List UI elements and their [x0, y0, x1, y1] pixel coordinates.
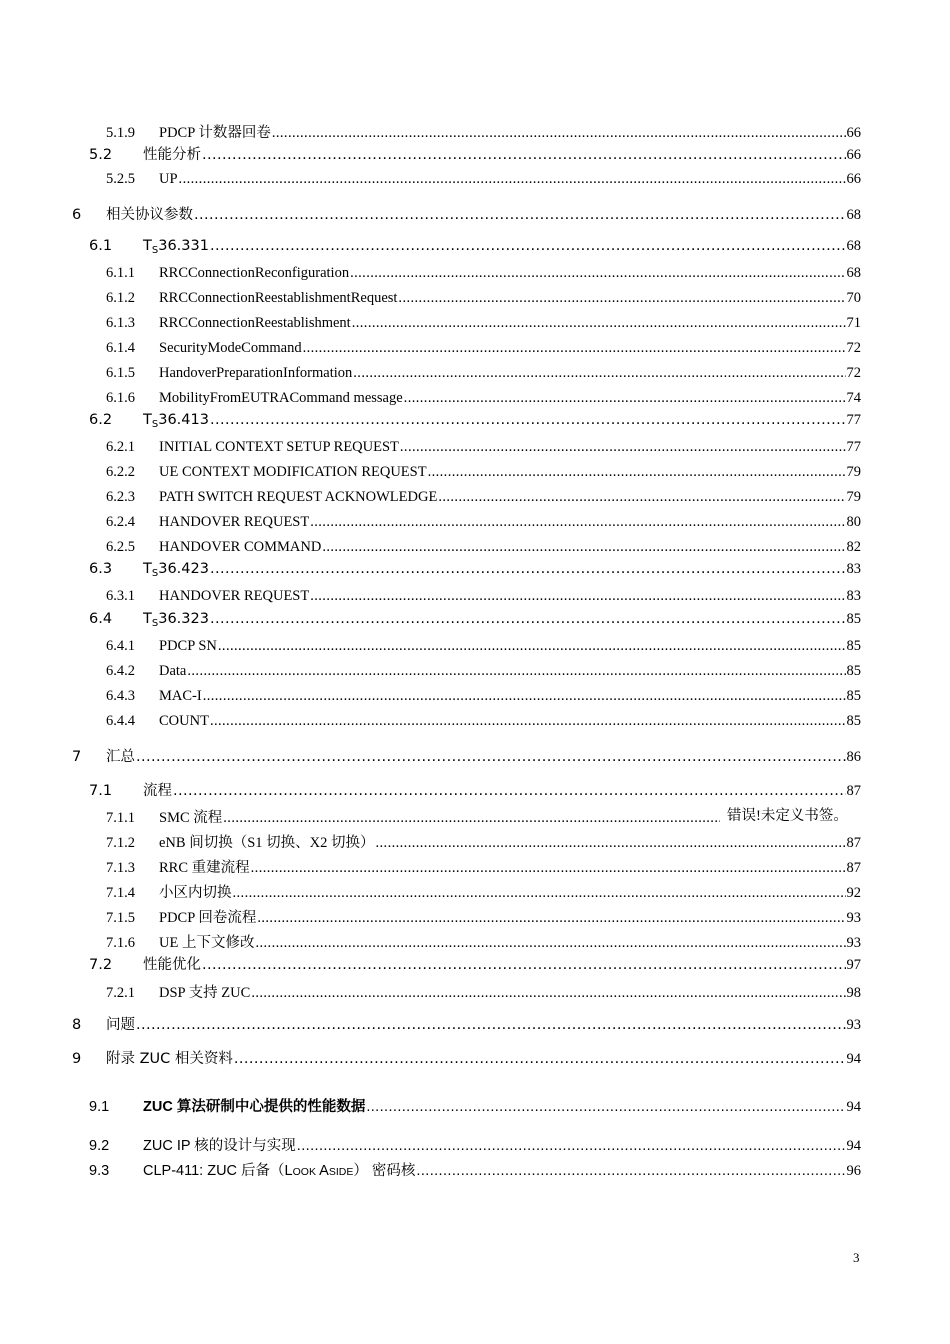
toc-entry — [106, 663, 861, 680]
toc-title: UP — [159, 171, 178, 187]
dot-leader — [210, 412, 846, 428]
toc-title-part: A — [315, 1163, 329, 1179]
toc-number: 5.2 — [89, 147, 113, 163]
toc-entry — [89, 1095, 861, 1116]
dot-leader — [353, 365, 845, 382]
toc-entry — [106, 439, 861, 456]
toc-title: PATH SWITCH REQUEST ACKNOWLEDGE — [159, 489, 438, 505]
toc-title: HANDOVER COMMAND — [159, 539, 322, 555]
toc-number: 6.2 — [89, 412, 113, 428]
toc-page: 98 — [846, 985, 861, 1001]
dot-leader — [376, 835, 846, 852]
toc-number: 6.1.5 — [106, 365, 135, 381]
toc-number: 6.2.1 — [106, 439, 135, 455]
toc-title-main: 36.331 — [158, 238, 209, 254]
toc-page: 83 — [846, 561, 861, 577]
toc-number: 6.4 — [89, 611, 113, 627]
toc-title: PDCP SN — [159, 638, 217, 654]
toc-entry — [106, 265, 861, 282]
toc-page: 87 — [846, 860, 861, 876]
toc-number: 6.2.2 — [106, 464, 135, 480]
dot-leader — [251, 860, 846, 877]
dot-leader — [352, 315, 846, 332]
toc-number: 6.3 — [89, 561, 113, 577]
toc-number: 7.1.5 — [106, 910, 135, 926]
toc-page: 66 — [846, 125, 861, 141]
toc-number: 6.1.4 — [106, 340, 135, 356]
toc-title-part: ） 密码核 — [353, 1163, 416, 1179]
dot-leader — [310, 514, 845, 531]
toc-entry — [106, 856, 861, 877]
toc-title: UE CONTEXT MODIFICATION REQUEST — [159, 464, 427, 480]
toc-number: 6.2.4 — [106, 514, 135, 530]
toc-title-main: 36.323 — [158, 611, 209, 627]
toc-page: 93 — [846, 910, 861, 926]
toc-number: 5.1.9 — [106, 125, 135, 141]
toc-title: HANDOVER REQUEST — [159, 588, 310, 604]
toc-title: DSP 支持 ZUC — [159, 985, 251, 1001]
toc-title: 问题 — [106, 1017, 135, 1033]
toc-title: 流程 — [143, 783, 172, 799]
toc-title — [143, 561, 209, 577]
toc-title-sub: S — [151, 568, 159, 579]
toc-number: 6.3.1 — [106, 588, 135, 604]
toc-entry — [106, 931, 861, 952]
toc-title-part: CLP-411: ZUC 后备（L — [143, 1163, 293, 1179]
toc-number: 9 — [72, 1051, 82, 1067]
toc-page: 93 — [846, 935, 861, 951]
toc-page: 85 — [846, 638, 861, 654]
toc-page: 85 — [846, 611, 861, 627]
toc-number: 7.1.1 — [106, 810, 135, 826]
toc-page: 68 — [846, 265, 861, 281]
dot-leader — [257, 910, 845, 927]
dot-leader — [255, 935, 845, 952]
dot-leader — [136, 1017, 846, 1033]
toc-title: 小区内切换 — [159, 885, 232, 901]
toc-page: 79 — [846, 489, 861, 505]
toc-title: MAC-I — [159, 688, 202, 704]
toc-title-sub: S — [151, 419, 159, 430]
toc-title: 汇总 — [106, 749, 135, 765]
dot-leader — [400, 439, 846, 456]
dot-leader — [173, 783, 846, 799]
toc-page: 82 — [846, 539, 861, 555]
toc-page: 72 — [846, 340, 861, 356]
toc-title: PDCP 计数器回卷 — [159, 125, 271, 141]
toc-entry — [106, 713, 861, 730]
toc-number: 6.4.4 — [106, 713, 135, 729]
toc-page: 74 — [846, 390, 861, 406]
toc-title — [143, 611, 209, 627]
toc-title: SMC 流程 — [159, 810, 223, 826]
dot-leader — [203, 688, 846, 705]
toc-title: RRCConnectionReestablishmentRequest — [159, 290, 398, 306]
toc-page: 68 — [846, 207, 861, 223]
toc-title — [143, 1159, 415, 1180]
toc-page: 72 — [846, 365, 861, 381]
toc-title — [143, 238, 209, 254]
toc-entry — [106, 365, 861, 382]
toc-title-smallcaps: SIDE — [328, 1166, 354, 1178]
dot-leader — [223, 810, 720, 827]
toc-title-smallcaps: OOK — [292, 1166, 316, 1178]
toc-number: 6.4.2 — [106, 663, 135, 679]
toc-page: 92 — [846, 885, 861, 901]
toc-page: 86 — [846, 749, 861, 765]
toc-page: 79 — [846, 464, 861, 480]
toc-page: 96 — [846, 1163, 861, 1179]
dot-leader — [416, 1163, 845, 1179]
toc-title-prefix: T — [143, 412, 152, 428]
toc-page: 94 — [846, 1051, 861, 1067]
toc-number: 5.2.5 — [106, 171, 135, 187]
toc-title: MobilityFromEUTRACommand message — [159, 390, 403, 406]
toc-entry — [89, 143, 861, 164]
toc-number: 6.2.3 — [106, 489, 135, 505]
toc-entry — [106, 315, 861, 332]
toc-number: 7.1.2 — [106, 835, 135, 851]
toc-entry — [106, 290, 861, 307]
toc-title: INITIAL CONTEXT SETUP REQUEST — [159, 439, 399, 455]
dot-leader — [202, 147, 846, 163]
toc-title — [143, 412, 209, 428]
toc-entry — [106, 881, 861, 902]
dot-leader — [272, 125, 846, 142]
toc-entry — [72, 203, 861, 224]
dot-leader — [210, 238, 846, 254]
dot-leader — [187, 663, 845, 680]
dot-leader — [404, 390, 846, 407]
toc-number: 6.2.5 — [106, 539, 135, 555]
toc-entry — [89, 238, 861, 255]
toc-number: 7.1.4 — [106, 885, 135, 901]
toc-entry — [106, 981, 861, 1002]
dot-leader — [202, 957, 846, 973]
toc-entry — [89, 561, 861, 578]
toc-entry — [89, 1159, 861, 1180]
toc-entry — [89, 412, 861, 429]
toc-title-sub: S — [151, 245, 159, 256]
toc-entry — [72, 1013, 861, 1034]
toc-number: 7.1.3 — [106, 860, 135, 876]
dot-leader — [251, 985, 845, 1002]
toc-entry — [106, 806, 721, 827]
toc-number: 7.2 — [89, 957, 113, 973]
toc-title-prefix: T — [143, 561, 152, 577]
dot-leader — [297, 1138, 846, 1154]
toc-entry — [106, 171, 861, 188]
toc-page: 93 — [846, 1017, 861, 1033]
toc-entry — [72, 745, 861, 766]
toc-page: 83 — [846, 588, 861, 604]
toc-entry — [106, 489, 861, 506]
toc-title: HANDOVER REQUEST — [159, 514, 310, 530]
toc-title: RRCConnectionReconfiguration — [159, 265, 350, 281]
dot-leader — [218, 638, 846, 655]
toc-title: HandoverPreparationInformation — [159, 365, 353, 381]
toc-entry — [106, 831, 861, 852]
dot-leader — [136, 749, 846, 765]
dot-leader — [398, 290, 845, 307]
toc-number: 7.1 — [89, 783, 113, 799]
toc-page: 94 — [846, 1099, 861, 1115]
toc-page: 85 — [846, 663, 861, 679]
toc-page: 87 — [846, 835, 861, 851]
toc-entry — [106, 514, 861, 531]
toc-number: 6.1.6 — [106, 390, 135, 406]
toc-page: 68 — [846, 238, 861, 254]
toc-number: 8 — [72, 1017, 82, 1033]
dot-leader — [310, 588, 845, 605]
toc-title: PDCP 回卷流程 — [159, 910, 257, 926]
dot-leader — [210, 713, 846, 730]
dot-leader — [234, 1051, 846, 1067]
toc-entry — [89, 779, 861, 800]
toc-number: 7.2.1 — [106, 985, 135, 1001]
toc-title-sub: S — [151, 618, 159, 629]
toc-title: RRC 重建流程 — [159, 860, 250, 876]
toc-entry — [106, 688, 861, 705]
toc-title: Data — [159, 663, 187, 679]
toc-title: eNB 间切换（S1 切换、X2 切换） — [159, 835, 375, 851]
toc-page: 70 — [846, 290, 861, 306]
toc-entry — [106, 638, 861, 655]
toc-title-prefix: T — [143, 611, 152, 627]
toc-title: ZUC 算法研制中心提供的性能数据 — [143, 1099, 366, 1115]
toc-entry — [106, 588, 861, 605]
dot-leader — [428, 464, 846, 481]
toc-title: UE 上下文修改 — [159, 935, 255, 951]
dot-leader — [303, 340, 846, 357]
dot-leader — [233, 885, 846, 902]
toc-page: 66 — [846, 171, 861, 187]
toc-number: 9.1 — [89, 1099, 110, 1115]
toc-title: COUNT — [159, 713, 209, 729]
dot-leader — [350, 265, 845, 282]
toc-title: 性能优化 — [143, 957, 201, 973]
dot-leader — [210, 611, 846, 627]
toc-title: 相关协议参数 — [106, 207, 193, 223]
toc-number: 7 — [72, 749, 82, 765]
toc-number: 6.1 — [89, 238, 113, 254]
toc-page: 85 — [846, 713, 861, 729]
toc-page-error: 错误!未定义书签。 — [727, 808, 848, 824]
dot-leader — [210, 561, 846, 577]
toc-title: 性能分析 — [143, 147, 201, 163]
toc-entry — [106, 906, 861, 927]
toc-entry — [89, 1134, 861, 1155]
toc-page: 71 — [846, 315, 861, 331]
toc-number: 6.4.3 — [106, 688, 135, 704]
toc-title: SecurityModeCommand — [159, 340, 302, 356]
toc-number: 7.1.6 — [106, 935, 135, 951]
toc-page: 80 — [846, 514, 861, 530]
toc-number: 6.4.1 — [106, 638, 135, 654]
toc-entry — [106, 340, 861, 357]
toc-title-main: 36.413 — [158, 412, 209, 428]
toc-page: 87 — [846, 783, 861, 799]
toc-number: 9.2 — [89, 1138, 110, 1154]
toc-title: 附录 ZUC 相关资料 — [106, 1051, 233, 1067]
toc-page: 77 — [846, 439, 861, 455]
toc-title: ZUC IP 核的设计与实现 — [143, 1138, 296, 1154]
toc-page: 85 — [846, 688, 861, 704]
toc-page: 94 — [846, 1138, 861, 1154]
toc-number: 6.1.3 — [106, 315, 135, 331]
toc-entry — [106, 464, 861, 481]
toc-entry — [89, 953, 861, 974]
dot-leader — [194, 207, 846, 223]
dot-leader — [179, 171, 846, 188]
toc-number: 9.3 — [89, 1163, 110, 1179]
toc-number: 6 — [72, 207, 82, 223]
toc-page: 97 — [846, 957, 861, 973]
toc-entry — [106, 390, 861, 407]
toc-entry — [89, 611, 861, 628]
page-number: 3 — [853, 1250, 860, 1265]
toc-page: 77 — [846, 412, 861, 428]
dot-leader — [366, 1099, 845, 1115]
dot-leader — [322, 539, 845, 556]
dot-leader — [438, 489, 845, 506]
toc-title-prefix: T — [143, 238, 152, 254]
toc-entry — [72, 1047, 861, 1068]
toc-entry — [106, 539, 861, 556]
toc-number: 6.1.2 — [106, 290, 135, 306]
toc-number: 6.1.1 — [106, 265, 135, 281]
toc-title-main: 36.423 — [158, 561, 209, 577]
toc-page: 66 — [846, 147, 861, 163]
toc-title: RRCConnectionReestablishment — [159, 315, 351, 331]
toc-entry — [106, 121, 861, 142]
